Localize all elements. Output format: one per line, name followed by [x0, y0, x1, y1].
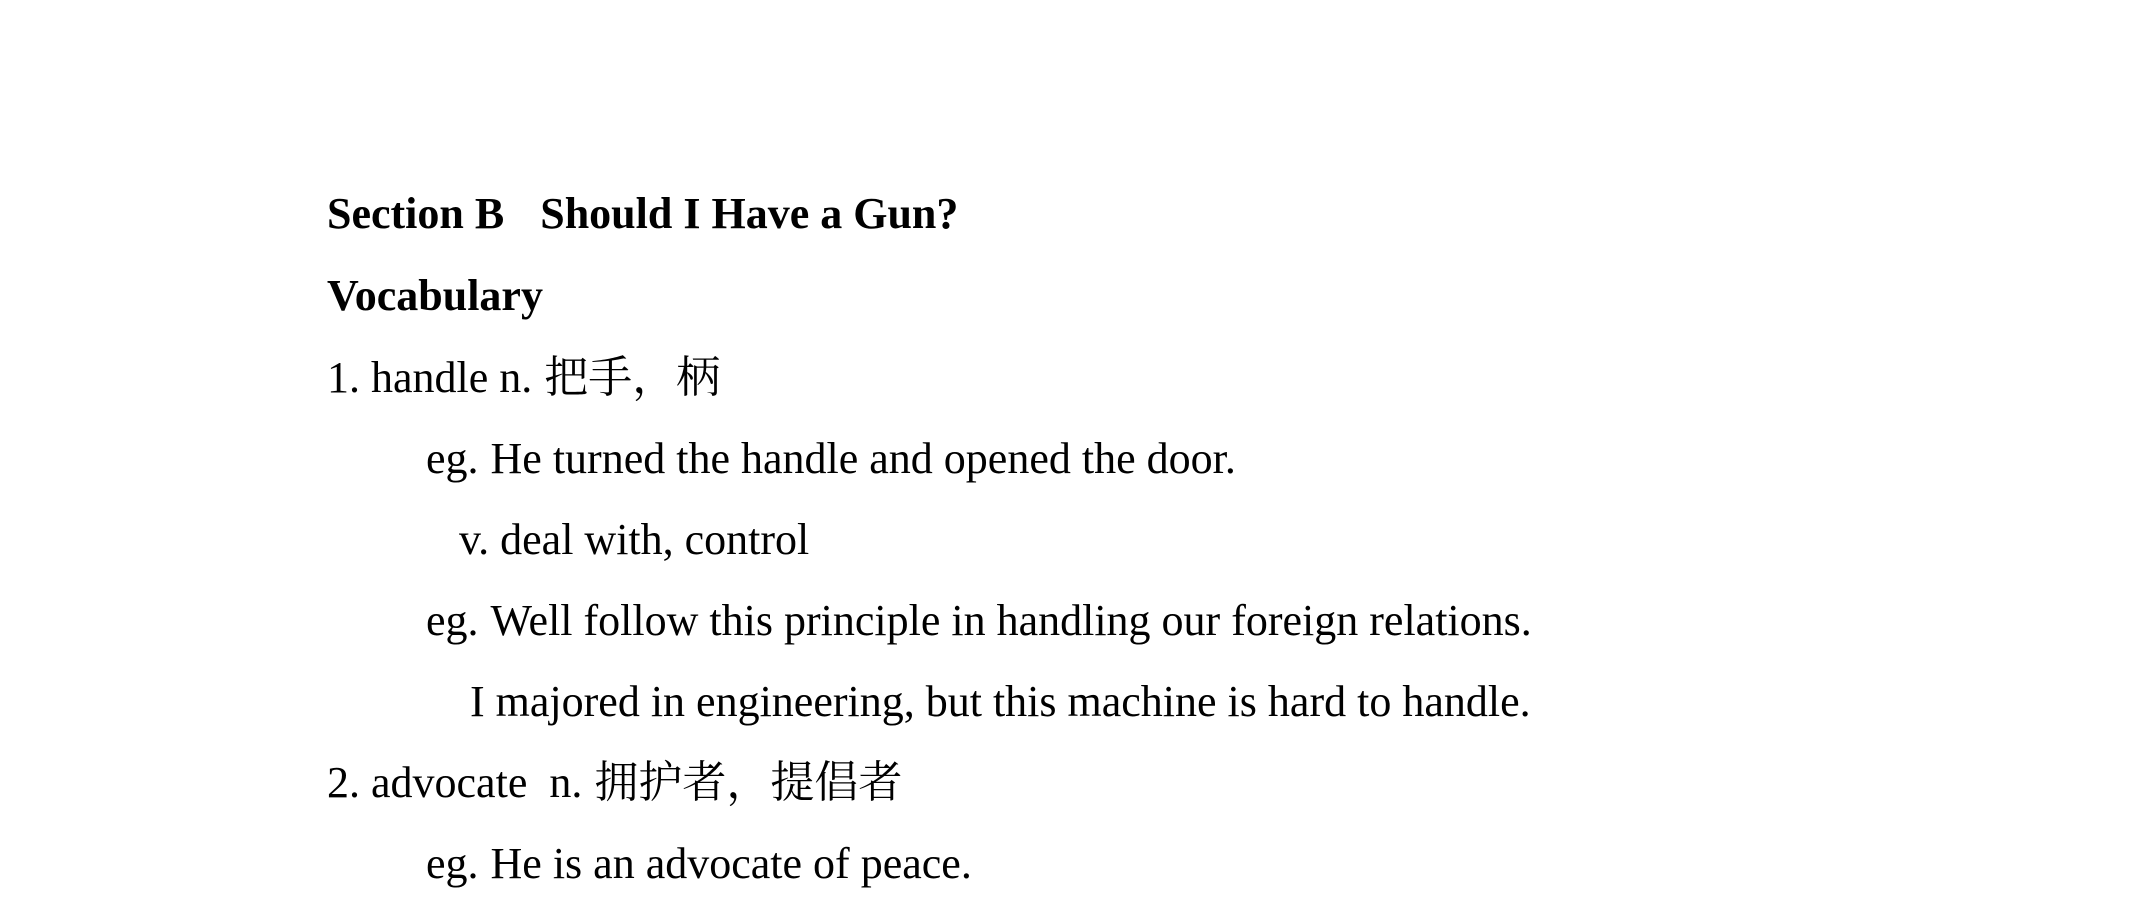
entry-2-example-1 [426, 836, 972, 892]
section-label: Section B [327, 189, 505, 238]
example-text: Well follow this principle in handling our foreign relations. [490, 596, 1532, 645]
entry-1-example-2 [426, 593, 1532, 649]
section-title: Should I Have a Gun? [540, 189, 959, 238]
entry-1-definition: 把手，柄 [544, 353, 721, 402]
section-heading [327, 186, 958, 242]
example-prefix: eg. [426, 434, 479, 483]
entry-2-headword: 2. advocate n. [327, 758, 583, 807]
vocabulary-heading: Vocabulary [327, 271, 543, 320]
entry-1-headline [327, 350, 720, 406]
entry-1-example-1 [426, 431, 1236, 487]
entry-1-example-3: I majored in engineering, but this machine is hard to handle. [470, 677, 1531, 726]
entry-1-headword: 1. handle n. [327, 353, 533, 402]
example-text: He is an advocate of peace. [490, 839, 972, 888]
example-prefix: eg. [426, 596, 479, 645]
example-text: He turned the handle and opened the door. [490, 434, 1236, 483]
entry-2-headline [327, 755, 902, 811]
entry-1-verb-sense: v. deal with, control [459, 515, 810, 564]
entry-2-definition: 拥护者，提倡者 [594, 758, 903, 807]
example-prefix: eg. [426, 839, 479, 888]
